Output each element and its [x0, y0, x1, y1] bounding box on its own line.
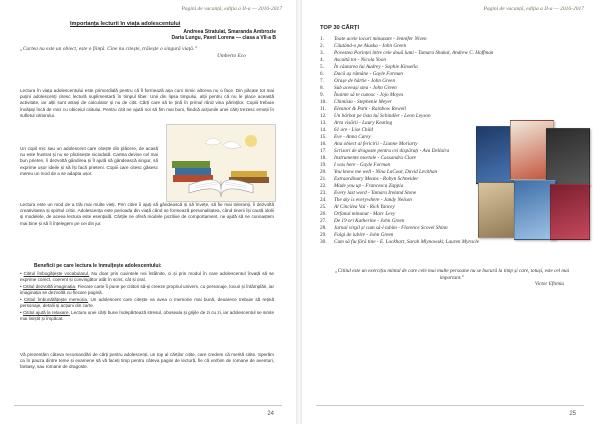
book-list-title: În căutarea lui Audrey - Sophie Kinsella [334, 64, 418, 70]
book-list-item [320, 64, 590, 71]
open-book-image [167, 125, 275, 201]
book-list-title: Instrumente mortale - Cassandra Clare [334, 155, 416, 161]
book-list-number: 30. [320, 239, 327, 245]
book-list-number: 14. [320, 127, 327, 133]
book-list-title: Made you up - Francesca Zappia [334, 183, 404, 189]
book-list-number: 17. [320, 148, 327, 154]
book-list-title: You know me well - Nina LaCour, David Levithan [334, 169, 438, 175]
book-list-number: 22. [320, 183, 327, 189]
benefit-text: Lectura unei cărți bune îndepărtează stresul, oboseala și grijile de zi cu zi, iar adolescentul se simte mai liniștit și împăcat. [20, 309, 275, 321]
book-list-number: 16. [320, 141, 327, 147]
book-list-title: Sub aceeași stea - John Green [334, 85, 397, 91]
benefit-text: Un adolescent care citește va avea o memorie mai bună, deoarece trebuie să rețină personaje, detalii și acțiuni din carte. [20, 296, 274, 309]
book-cover [546, 128, 590, 186]
book-list-item [320, 43, 590, 50]
left-page [0, 0, 297, 424]
book-list-title: Toate acele locuri minunate - Jennifer Niven [334, 36, 427, 42]
book-list-item [320, 57, 590, 64]
book-list-title: Eve - Anna Carey [334, 134, 371, 140]
authors-line-1: Andreea Stratulat, Smaranda Ambrozie [183, 29, 276, 35]
book-list-title: Jurnal virgil și cum să-l iubim - Florence Scovel Shinn [334, 225, 448, 231]
book-list-number: 7. [320, 78, 324, 84]
book-list-title: Eleanor & Park - Rainbow Rowell [334, 106, 406, 112]
conclusion-paragraph: Vă prezentăm câteva recomandări de cărți pentru adolescenți, un top al cărților citite, care credem că merită citite. Sperăm ca în pauza dintre teme și examene să vă faceți timp pentru câteva pagini de lectură, fie că vorbim de romane de aventuri, fantasy, sau romane de dragoste. [20, 352, 274, 370]
book-list-title: Scrisori de dragoste pentru cei dispăruți - Ava Dellaira [334, 148, 450, 154]
book-list-item [320, 71, 590, 78]
book-list-item [320, 92, 590, 99]
closing-quote-text: „Cititul este un exercițiu mintal de care cele mai multe persoane nu se bucură la timp și care, totuși, este cel mai important.” [334, 268, 570, 281]
page-number: 25 [569, 411, 576, 417]
book-list-title: 61 ore - Lise Child [334, 127, 374, 133]
book-list-title: Înainte să te cunosc - Jojo Moyes [334, 92, 404, 98]
page-rule [316, 405, 584, 406]
benefits-list [20, 271, 274, 323]
book-list-number: 11. [320, 106, 327, 112]
book-list-number: 19. [320, 162, 327, 168]
authors-line-2: Daria Lungu, Pavel Lorena — clasa a VII-a B [171, 35, 276, 42]
book-list-item [320, 36, 590, 43]
book-list-item [320, 239, 590, 246]
article-authors [172, 29, 276, 42]
book-list-title: Every last word - Tamara Ireland Stone [334, 190, 417, 196]
book-list-title: Povestea Parinței între cele două lumi - Tamara Shakal, Andrew C. Hoffman [334, 50, 494, 56]
benefit-item: • Cititul îmbunătățește memoria. Un adolescent care citește va avea o memorie mai bună, deoarece trebuie să rețină personaje, detalii și acțiuni din carte. [20, 296, 274, 309]
book-list-number: 15. [320, 134, 327, 140]
motto-text: „Cartea nu este un obiect, este o ființă. Cine nu citește, trăiește o singură viață.” [20, 46, 198, 52]
book-list-item [320, 50, 590, 57]
paragraph-2: Un copil mic sau un adolescent care citește din plăcere, de acasă nu este frustrat și nu se plictisește niciodată. Cartea devine cel mai bun prieten, îi dezvoltă gândirea și îl ajută să gândească singur, să exprime ușor ideile și să își facă prieteni. Copiii care citesc găsesc mereu un mod de a se adapta ușor. [20, 146, 158, 176]
book-list-number: 29. [320, 232, 327, 238]
book-list-title: Un bărbat pe lista lui Schindler - Leon Leyson [334, 113, 431, 119]
book-list-title: Orfanul minunat - Marc Levy [334, 211, 396, 217]
book-list-title: Căutând-o pe Alaska - John Green [334, 43, 407, 49]
page-number: 24 [267, 411, 274, 417]
book-list-number: 23. [320, 190, 327, 196]
running-head: Pagini de vacanță, ediția a II-a — 2016-2017 [181, 6, 282, 12]
benefit-item: • Cititul ajută la relaxare. Lectura unei cărți bune îndepărtează stresul, oboseala și grijile de zi cu zi, iar adolescentul se simte mai liniștit și împăcat. [20, 309, 275, 321]
book-list-number: 8. [320, 85, 324, 91]
closing-quote [328, 268, 576, 288]
book-list-title: Arta visării - Laury Keating [334, 120, 393, 126]
book-list-title: Al Cincilea Val - Rick Yancey [334, 204, 395, 210]
page-rule [14, 405, 282, 406]
article-motto [20, 46, 276, 59]
book-list-number: 2. [320, 43, 324, 49]
book-list-number: 6. [320, 71, 324, 77]
book-list-number: 26. [320, 211, 327, 217]
benefit-item: • Cititul îmbogățește vocabularul. Nu doar prin cuvintele noi întâlnite, ci și prin modul în care adolescentul învață să se exprime corect, coerent și convingător atât în scris, cât și oral. [20, 271, 274, 283]
benefit-text: Nu doar prin cuvintele noi întâlnite, ci și prin modul în care adolescentul învață să se exprime corect, coerent și convingător atât în scris, cât și oral. [20, 271, 274, 283]
book-covers-collage [474, 120, 590, 240]
book-illustration [166, 124, 276, 202]
book-list-title: I was here - Gayle Forman [334, 162, 391, 168]
benefit-lead: Cititul ajută la relaxare. [22, 309, 70, 315]
book-list-number: 27. [320, 218, 327, 224]
book-list-title: Dacă aș rămâne - Gayle Forman [334, 71, 404, 77]
book-list-number: 25. [320, 204, 327, 210]
book-list-title: Fulgi de iubire - John Green [334, 232, 394, 238]
motto-author: Umberto Eco [217, 52, 246, 59]
book-list-title: Extraordinary Means - Robyn Schneider [334, 176, 419, 182]
book-list-item [320, 85, 590, 92]
paragraph-1: Lectura în viața adolescentului este primordială pentru că îl formează așa cum nimic altceva nu o face. Din păcate tot mai puțini adolescenți citesc lectură suplimentară în timpul liber. Unii din lipsa timpului, alții pentru că nu le place această activitate, iar alții sunt atrași de calculator și nu de citit. Cărți care să te țină în primul rând vina părinților. Copiii trebuie învățați încă de mici cu obiceiul cititului. Pentru citit ne ajută noi să fim mai buni, fiindcă acțiunile unei cărți trezesc emoții în sufletul cititorului. [20, 88, 274, 118]
book-list-number: 10. [320, 99, 327, 105]
book-list-item [320, 99, 590, 106]
benefit-item: • Cititul dezvoltă imaginația. Fiecare carte îi pune pe cititori să-și creeze propriul univers, cu personaje, locuri și întâmplări, iar imaginația se dezvoltă cu fiecare pagină. [20, 283, 274, 296]
book-list-number: 3. [320, 50, 324, 56]
closing-quote-author: Victor Eftimiu [534, 281, 564, 288]
benefit-lead: Cititul îmbunătățește memoria. [23, 296, 89, 302]
book-list-number: 9. [320, 92, 324, 98]
book-list-number: 21. [320, 176, 327, 182]
book-list-title: Cum să fiu fără tine - E. Lockhart, Sarah Mlynowski, Lauren Myracle [334, 239, 480, 245]
book-list-number: 1. [320, 36, 324, 42]
running-head: Pagini de vacanță, ediția a II-a — 2016-2017 [483, 6, 584, 12]
benefit-lead: Cititul îmbogățește vocabularul. [23, 271, 90, 276]
book-list-title: Ana obiect al fericirii - Lianne Moriarty [334, 141, 418, 147]
book-list-item [320, 113, 590, 120]
book-list-number: 12. [320, 113, 327, 119]
book-list-number: 24. [320, 197, 327, 203]
book-list-number: 5. [320, 64, 324, 70]
benefits-heading: Beneficii pe care lectura le înmulțește adolescentului: [34, 263, 162, 269]
book-cover [550, 184, 590, 240]
book-list-item [320, 78, 590, 85]
top-books-heading: TOP 30 CĂRȚI [320, 25, 360, 31]
book-list-number: 28. [320, 225, 327, 231]
book-list-number: 20. [320, 169, 327, 175]
book-list-title: Orașe de hârtie - John Green [334, 78, 396, 84]
paragraph-3: Lectura este un mod de a trăi mai multe vieți. Prin citire îi ajuți să gândească și să învețe, să fie mai toleranți, îi dezvoltă creativitatea și spiritul critic. Adolescența este perioada din viață când se formează personalitatea, când tinerii își caută idolii și modelele, de aceea lectura este esențială. Cărțile ne oferă modele pozitive de comportament, ne ajută să ne cunoaștem mai bine și să îi înțelegem pe cei din jur. [20, 202, 274, 226]
benefit-text: Fiecare carte îi pune pe cititori să-și creeze propriul univers, cu personaje, locuri și întâmplări, iar imaginația se dezvoltă cu fiecare pagină. [20, 283, 274, 296]
book-list-number: 18. [320, 155, 327, 161]
right-page [302, 0, 598, 424]
benefit-lead: Cititul dezvoltă imaginația. [22, 283, 77, 289]
article-title: Importanța lecturii în viața adolescentului [70, 21, 181, 27]
book-list-title: Chimista - Stephenie Meyer [334, 99, 392, 105]
book-list-item [320, 106, 590, 113]
book-list-title: Ascultă tot - Nicola Yoon [334, 57, 386, 63]
book-cover [478, 182, 518, 238]
book-list-number: 13. [320, 120, 327, 126]
book-list-title: The sky is everywhere - Jandy Nelson [334, 197, 412, 203]
book-list-number: 4. [320, 57, 324, 63]
book-list-title: De 19 ori Katherine - John Green [334, 218, 405, 224]
